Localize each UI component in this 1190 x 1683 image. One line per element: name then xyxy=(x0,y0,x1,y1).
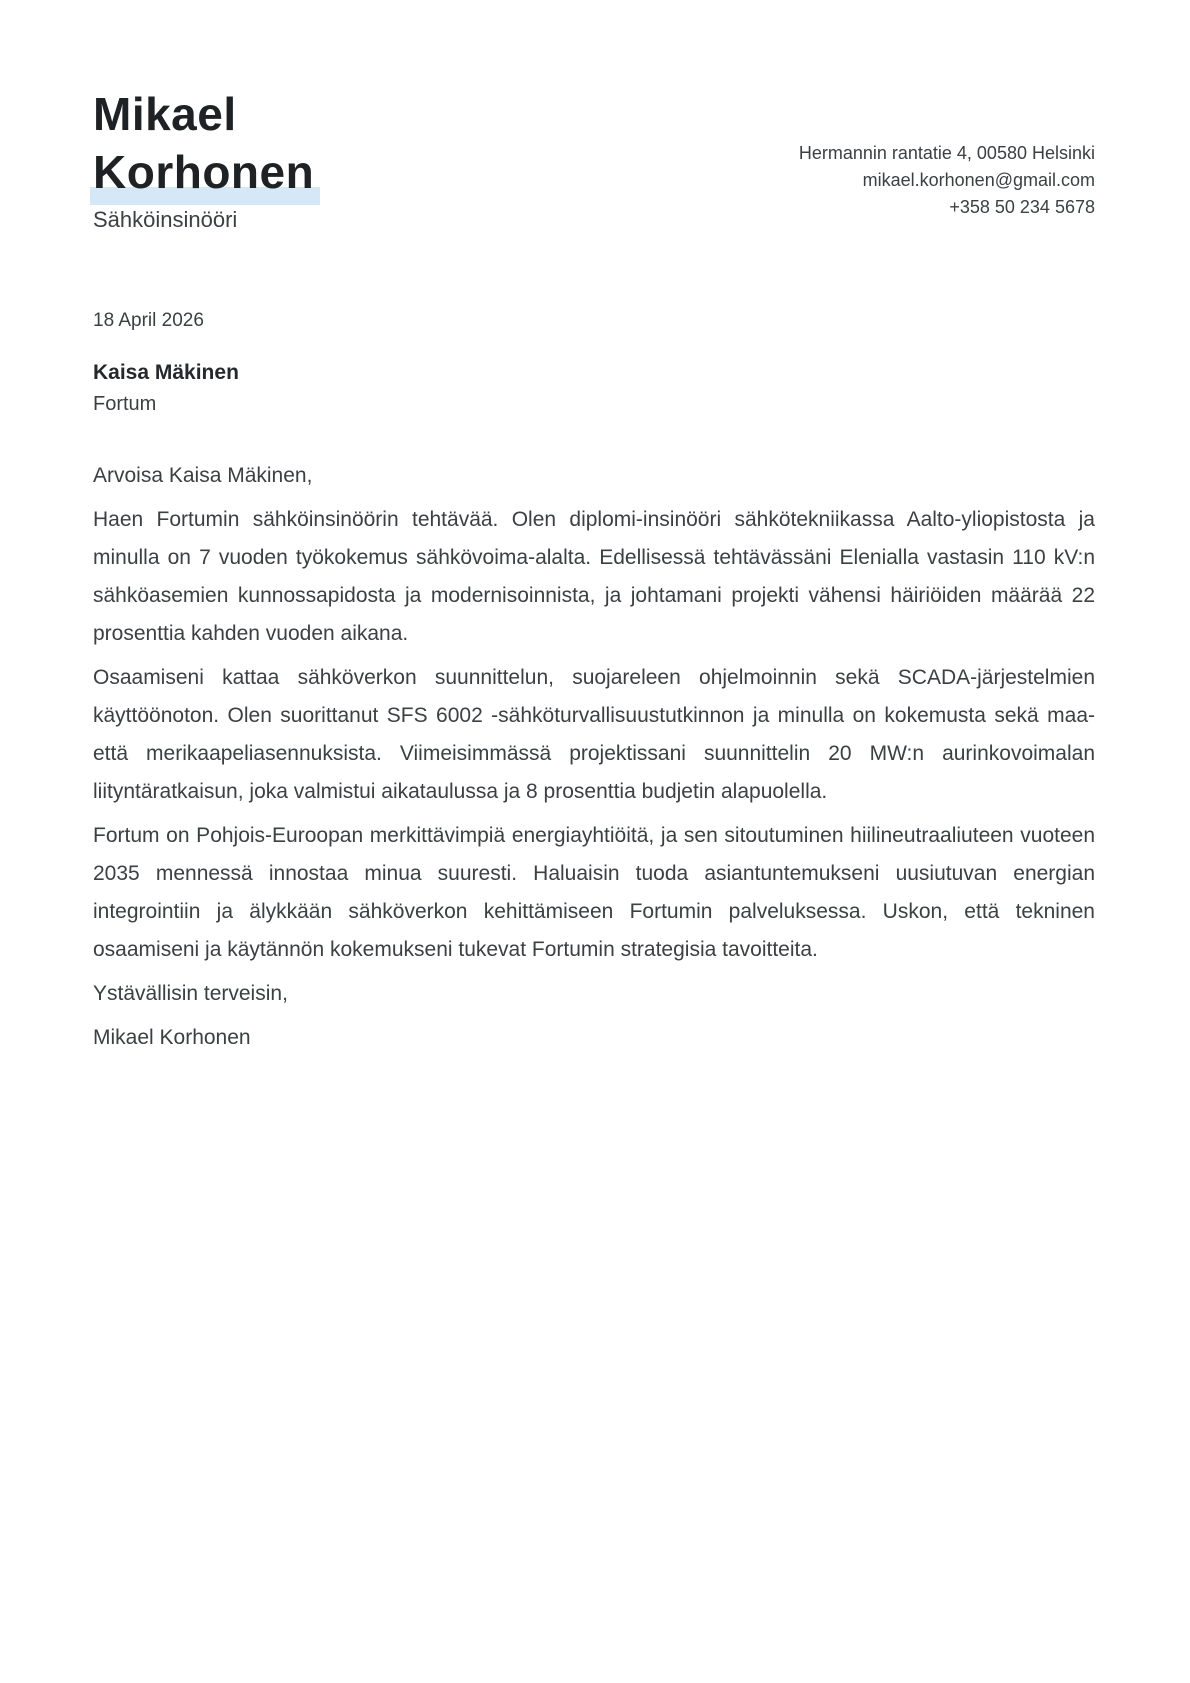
contact-email: mikael.korhonen@gmail.com xyxy=(862,170,1095,190)
letter-date: 18 April 2026 xyxy=(93,310,204,331)
letter-header xyxy=(93,85,1095,234)
sender-first-name: Mikael xyxy=(93,88,237,140)
paragraph-3: Fortum on Pohjois-Euroopan merkittävimpiä energiayhtiöitä, ja sen sitoutuminen hiilineutraaliuteen vuoteen 2035 mennessä innostaa minua suuresti. Haluaisin tuoda asiantuntemukseni uusiutuvan energian integrointiin ja älykkään sähköverkon kehittämiseen Fortumin palveluksessa. Uskon, että tekninen osaamiseni ja käytännön kokemukseni tukevat Fortumin strategisia tavoitteita. xyxy=(93,824,1095,961)
paragraph-1: Haen Fortumin sähköinsinöörin tehtävää. Olen diplomi-insinööri sähkötekniikassa Aalto-yliopistosta ja minulla on 7 vuoden työkokemus sähkövoima-alalta. Edellisessä tehtävässäni Elenialla vastasin 110 kV:n sähköasemien kunnossapidosta ja modernisoinnista, ja johtamani projekti vähensi häiriöiden määrää 22 prosenttia kahden vuoden aikana. xyxy=(93,508,1095,645)
letter-body xyxy=(93,457,1095,1057)
recipient-company: Fortum xyxy=(93,393,157,415)
sender-last-name-wrap xyxy=(93,143,314,201)
paragraph-2: Osaamiseni kattaa sähköverkon suunnittelun, suojareleen ohjelmoinnin sekä SCADA-järjestelmien käyttöönoton. Olen suorittanut SFS 6002 -sähköturvallisuustutkinnon ja minulla on kokemusta sekä maa- että merikaapeliasennuksista. Viimeisimmässä projektissani suunnittelin 20 MW:n aurinkovoimalan liityntäratkaisun, joka valmistui aikataulussa ja 8 prosenttia budjetin alapuolella. xyxy=(93,666,1095,803)
recipient-name: Kaisa Mäkinen xyxy=(93,361,239,384)
contact-phone: +358 50 234 5678 xyxy=(949,197,1095,217)
closing: Ystävällisin terveisin, xyxy=(93,982,288,1005)
sender-name xyxy=(93,85,314,201)
contact-block xyxy=(799,140,1095,221)
sender-block xyxy=(93,85,314,234)
sender-last-name: Korhonen xyxy=(93,146,315,198)
salutation: Arvoisa Kaisa Mäkinen, xyxy=(93,464,313,487)
signature: Mikael Korhonen xyxy=(93,1026,251,1049)
recipient-block xyxy=(93,357,1095,419)
sender-job-title: Sähköinsinööri xyxy=(93,207,238,232)
contact-address: Hermannin rantatie 4, 00580 Helsinki xyxy=(798,143,1095,163)
